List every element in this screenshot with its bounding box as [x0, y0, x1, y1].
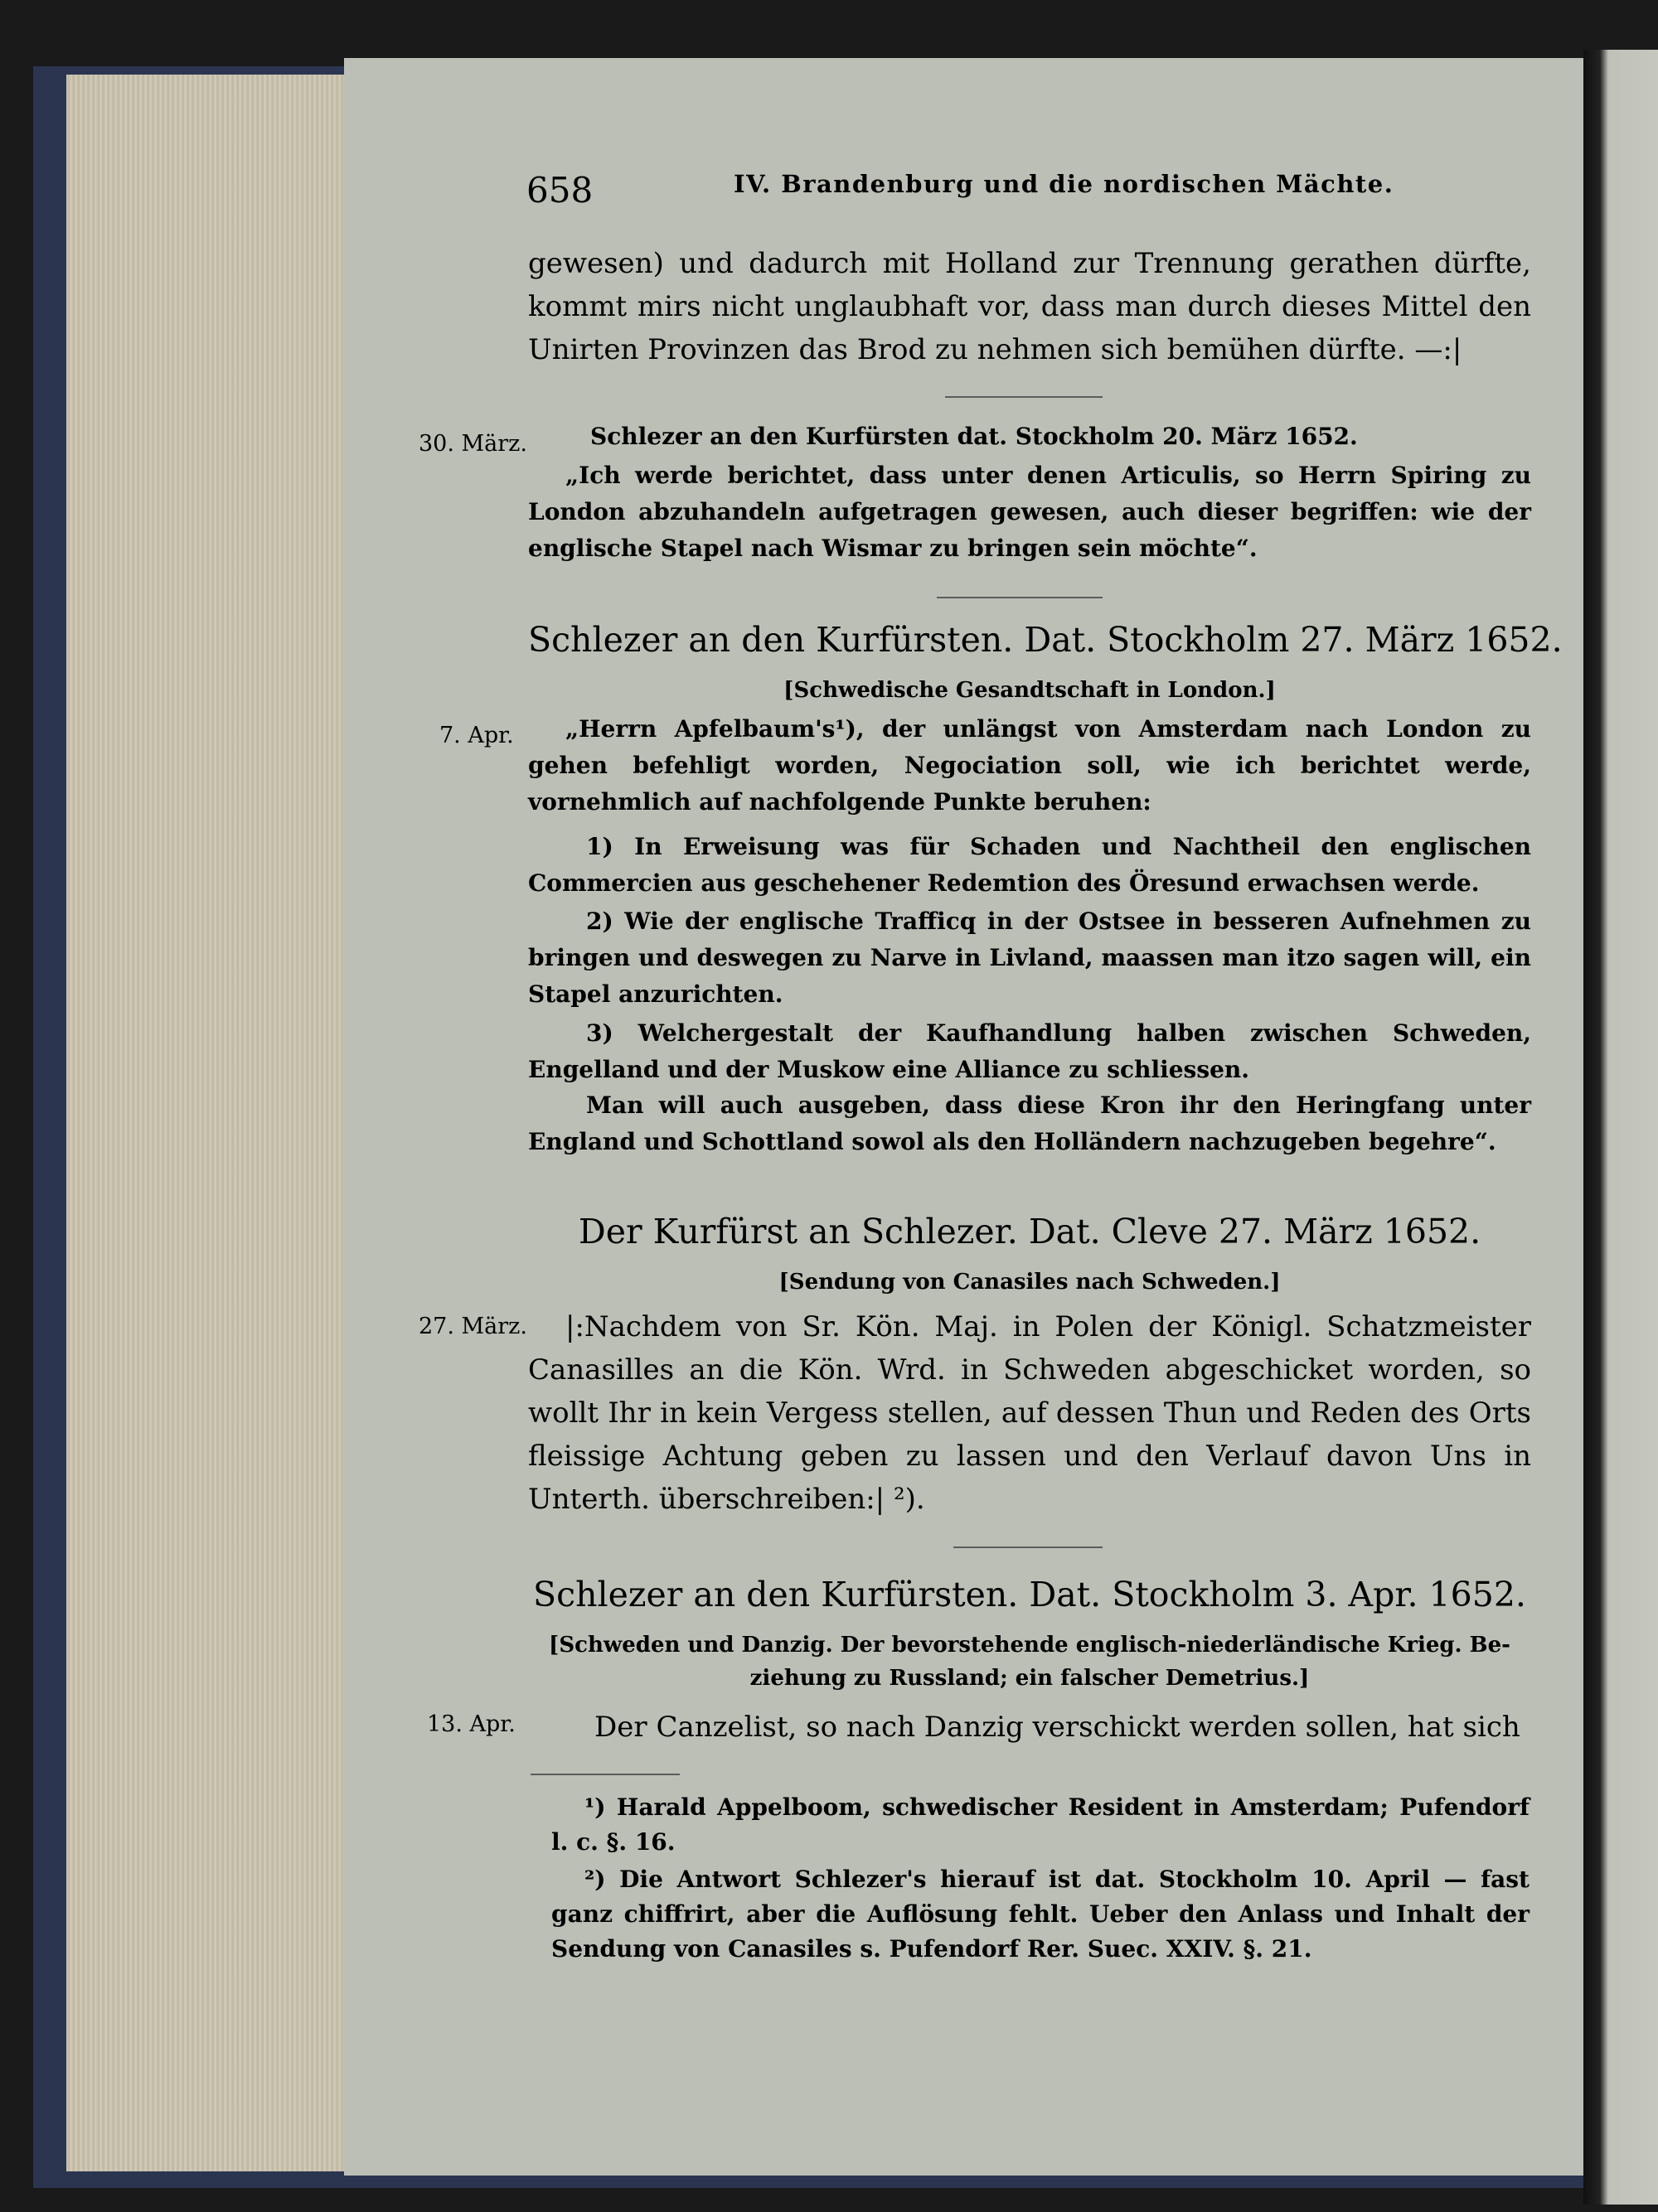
entry4-heading: Schlezer an den Kurfürsten. Dat. Stockholm 3. Apr. 1652. — [533, 1575, 1526, 1614]
margin-date-3: 27. März. — [419, 1314, 527, 1339]
entry2-paragraph-1: 1) In Erweisung was für Schaden und Nachtheil den englischen Commercien aus geschehener Redemtion des Öresund erwachsen werde. — [528, 833, 1531, 897]
page-edges — [66, 75, 348, 2171]
entry4-subheading-line1: [Schweden und Danzig. Der bevorstehende englisch-niederländische Krieg. Be- — [549, 1633, 1510, 1658]
footnote-rule — [531, 1774, 680, 1775]
section-divider — [953, 1546, 1103, 1548]
entry3-subheading: [Sendung von Canasiles nach Schweden.] — [778, 1270, 1281, 1295]
entry2-subheading: [Schwedische Gesandtschaft in London.] — [783, 678, 1276, 703]
entry4-subheading-line2: ziehung zu Russland; ein falscher Demetrius.] — [749, 1666, 1310, 1691]
page-number: 658 — [526, 170, 594, 211]
footnote-1: ¹) Harald Appelboom, schwedischer Resident in Amsterdam; Pufendorf l. c. §. 16. — [551, 1793, 1530, 1856]
footnote-2: ²) Die Antwort Schlezer's hierauf ist dat. Stockholm 10. April — fast ganz chiffrirt, aber die Auflösung fehlt. Ueber den Anlass und Inhalt der Sendung von Canasiles s. Pufendorf Rer. Suec. XXIV. §. 21. — [551, 1866, 1530, 1963]
section-divider — [945, 396, 1103, 398]
entry2-paragraph-2: 2) Wie der englische Trafficq in der Ostsee in besseren Aufnehmen zu bringen und deswegen zu Narve in Livland, maassen man itzo sagen will, ein Stapel anzurichten. — [528, 908, 1531, 1008]
adjacent-book — [1583, 50, 1658, 2205]
entry2-paragraph-0: „Herrn Apfelbaum's¹), der unlängst von Amsterdam nach London zu gehen befehligt worden, Negociation soll, wie ich berichtet werde, vornehmlich auf nachfolgende Punkte beruhen: — [528, 715, 1531, 816]
entry1-text: „Ich werde berichtet, dass unter denen Articulis, so Herrn Spiring zu London abzuhandeln aufgetragen gewesen, auch dieser begriffen: wie der englische Stapel nach Wismar zu bringen sein möchte“. — [528, 462, 1531, 562]
entry4-text: Der Canzelist, so nach Danzig verschickt werden sollen, hat sich — [594, 1711, 1520, 1744]
entry2-paragraph-3: 3) Welchergestalt der Kaufhandlung halben zwischen Schweden, Engelland und der Muskow eine Alliance zu schliessen. — [528, 1019, 1531, 1083]
entry3-text: |:Nachdem von Sr. Kön. Maj. in Polen der Königl. Schatzmeister Canasilles an die Kön. Wrd. in Schweden abgeschicket worden, so wollt Ihr in kein Vergess stellen, auf dessen Thun und Reden des Orts fleissige Achtung geben zu lassen und den Verlauf davon Uns in Unterth. überschreiben:| ²). — [528, 1310, 1531, 1516]
margin-date-4: 13. Apr. — [427, 1711, 516, 1737]
entry2-heading: Schlezer an den Kurfürsten. Dat. Stockholm 27. März 1652. — [528, 620, 1563, 660]
entry2-paragraph-4: Man will auch ausgeben, dass diese Kron ihr den Heringfang unter England und Schottland sowol als den Holländern nachzugeben begehre“. — [528, 1091, 1531, 1155]
section-divider — [937, 597, 1103, 598]
margin-date-1: 30. März. — [419, 431, 527, 457]
entry3-heading: Der Kurfürst an Schlezer. Dat. Cleve 27. März 1652. — [578, 1212, 1481, 1251]
entry1-heading: Schlezer an den Kurfürsten dat. Stockholm 20. März 1652. — [590, 423, 1358, 450]
intro-paragraph: gewesen) und dadurch mit Holland zur Trennung gerathen dürfte, kommt mirs nicht unglaubhaft vor, dass man durch dieses Mittel den Unirten Provinzen das Brod zu nehmen sich bemühen dürfte. —:| — [528, 247, 1531, 366]
running-header: IV. Brandenburg und die nordischen Mächte. — [734, 170, 1394, 198]
margin-date-2: 7. Apr. — [439, 723, 514, 748]
